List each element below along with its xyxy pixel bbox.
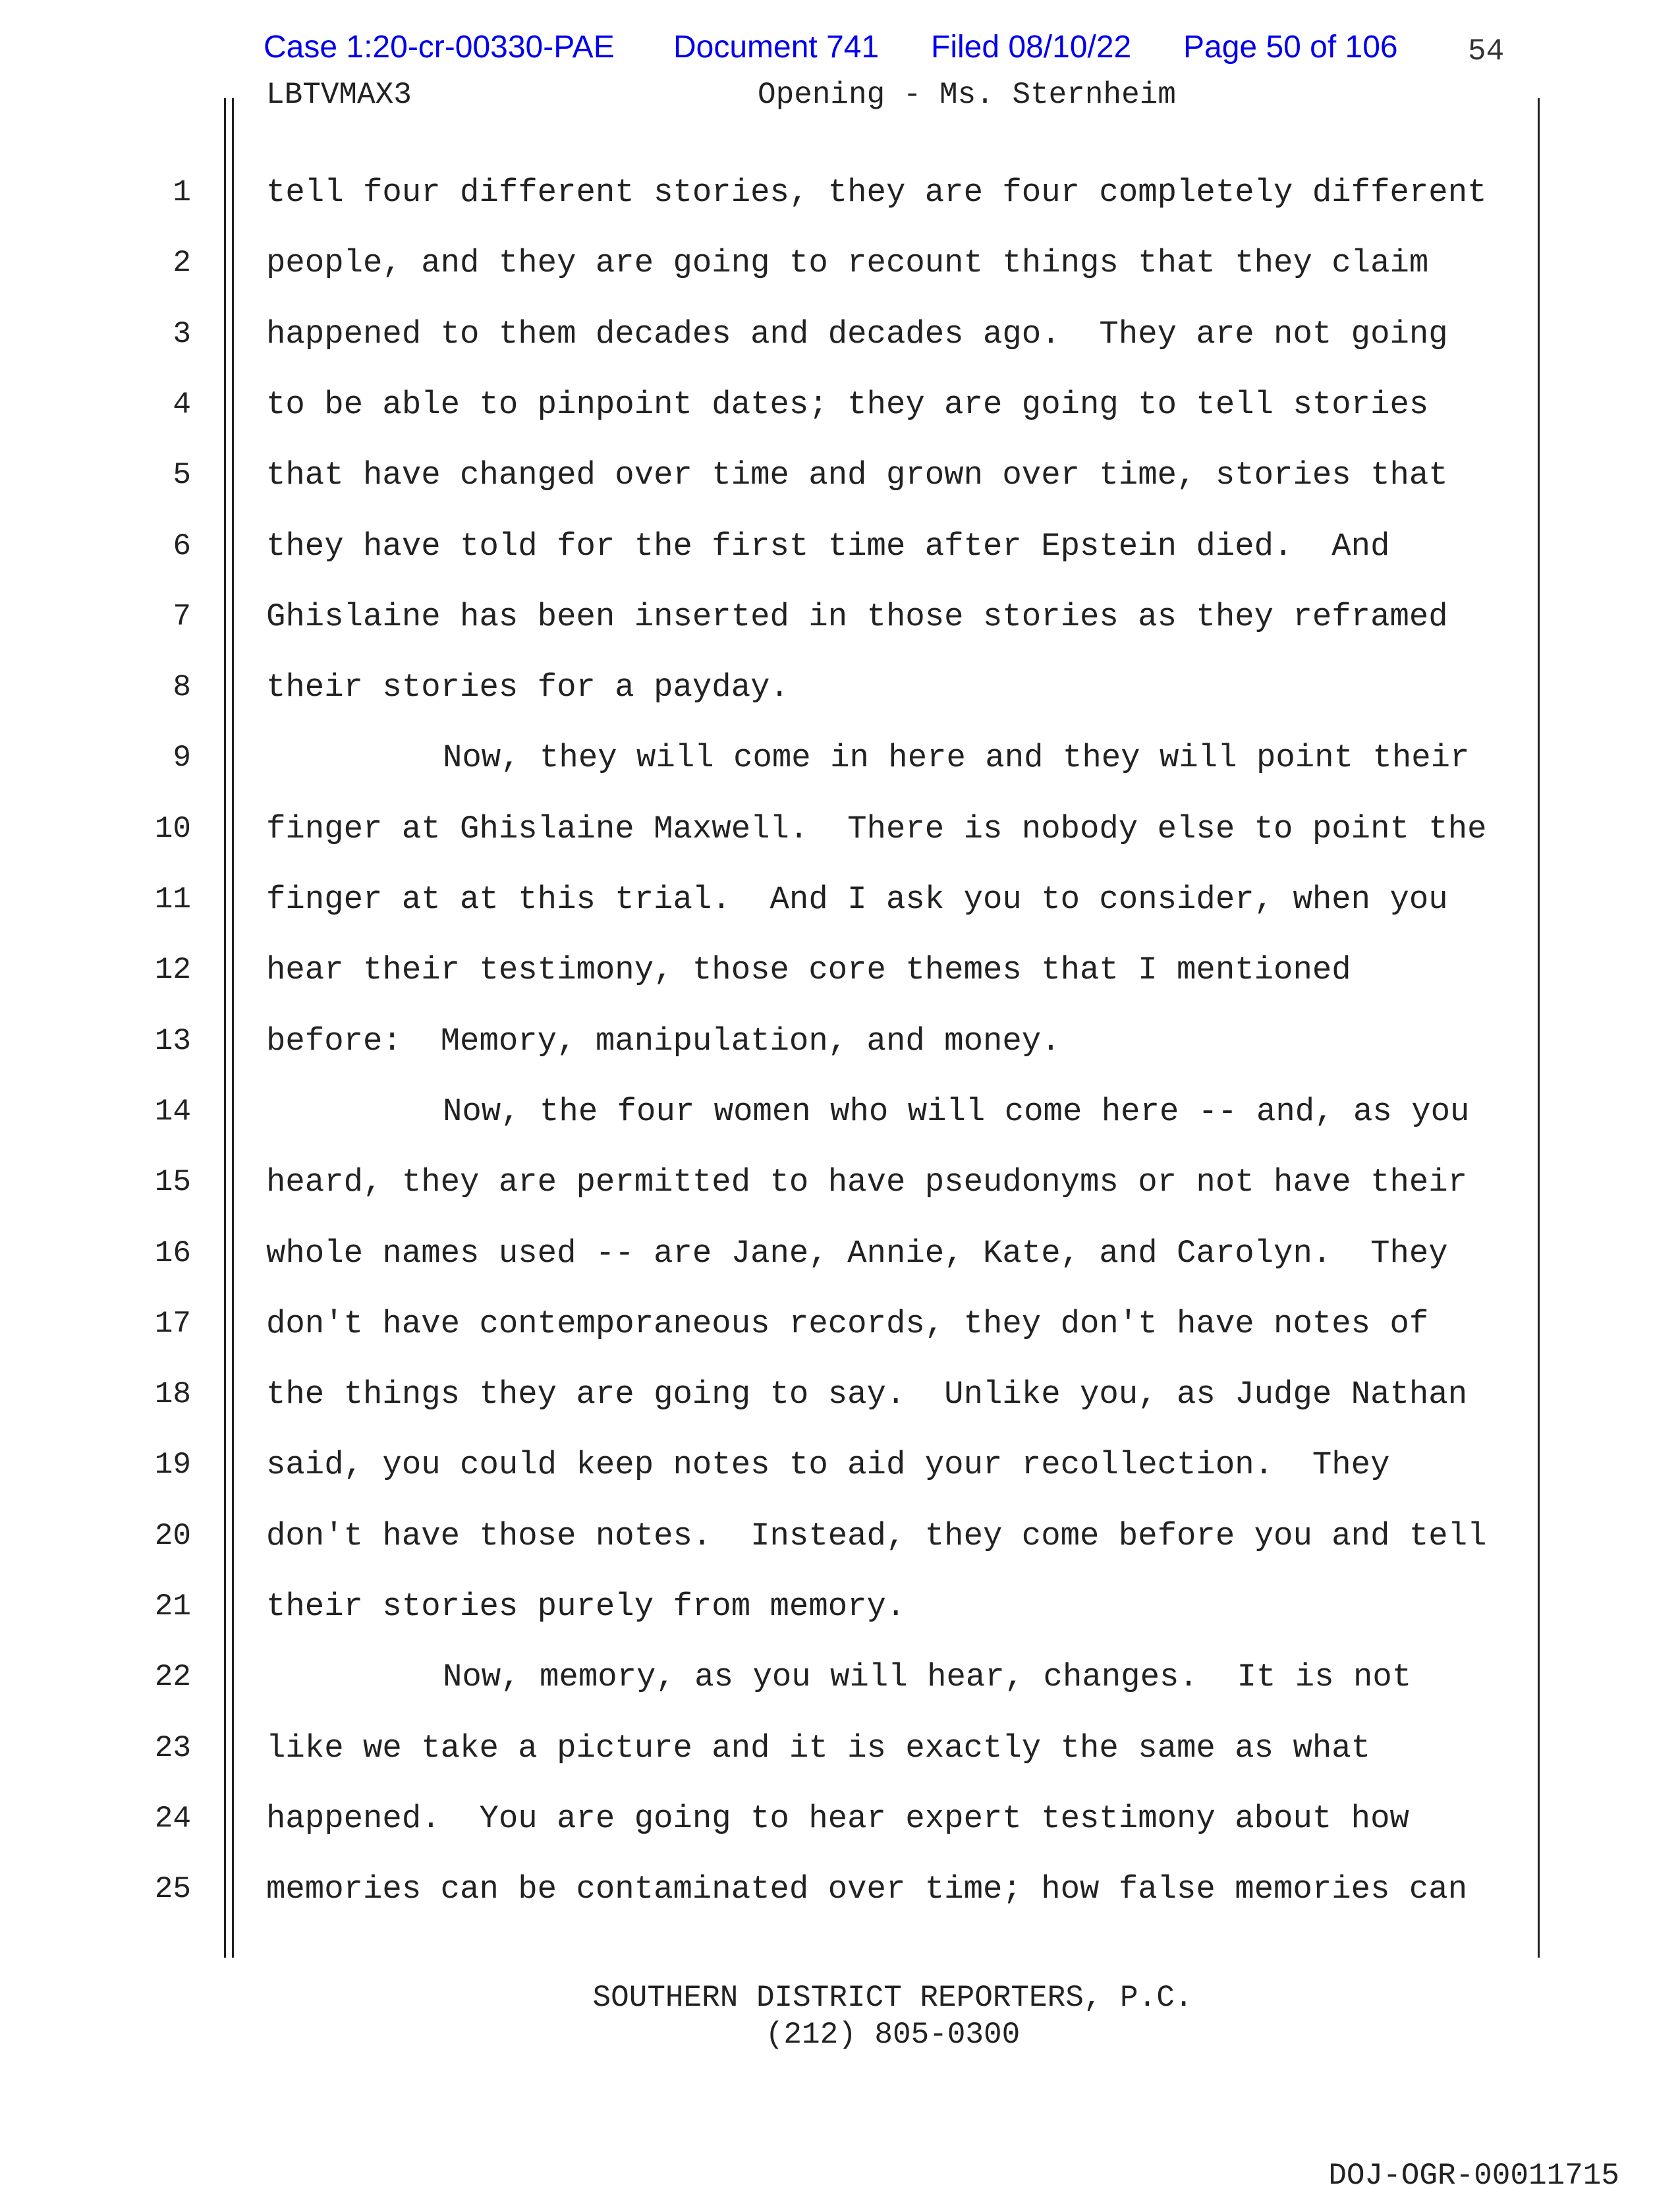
transcript-line: don't have those notes. Instead, they come before you and tell (266, 1517, 1487, 1554)
filed-date: Filed 08/10/22 (931, 30, 1132, 65)
transcript-line: whole names used -- are Jane, Annie, Kate, and Carolyn. They (266, 1234, 1448, 1272)
transcript-line: heard, they are permitted to have pseudonyms or not have their (266, 1164, 1468, 1201)
transcript-line: happened to them decades and decades ago. They are not going (266, 315, 1448, 353)
reporter-phone: (212) 805-0300 (765, 2018, 1021, 2052)
line-number: 20 (154, 1518, 191, 1553)
line-number: 13 (154, 1023, 191, 1058)
line-number: 18 (154, 1377, 191, 1412)
transcript-line: finger at at this trial. And I ask you to consider, when you (266, 881, 1448, 918)
transcript-line: that have changed over time and grown over time, stories that (266, 457, 1448, 494)
line-number: 10 (154, 811, 191, 846)
transcript-line: tell four different stories, they are four completely different (266, 174, 1487, 211)
line-number: 25 (154, 1872, 191, 1907)
transcript-code: LBTVMAX3 (266, 78, 412, 112)
transcript-line: said, you could keep notes to aid your recollection. They (266, 1446, 1390, 1484)
right-margin-rule (1538, 98, 1540, 1958)
line-number: 11 (154, 882, 191, 917)
line-number: 2 (173, 246, 191, 281)
transcript-line: to be able to pinpoint dates; they are going to tell stories (266, 385, 1429, 423)
line-number: 23 (154, 1730, 191, 1765)
line-number: 7 (173, 599, 191, 634)
transcript-page-number: 54 (1468, 34, 1505, 69)
line-number: 22 (154, 1660, 191, 1695)
transcript-line: their stories for a payday. (266, 669, 789, 706)
transcript-line: Now, they will come in here and they will point their (443, 739, 1470, 777)
line-number: 17 (154, 1306, 191, 1341)
transcript-line: Ghislaine has been inserted in those stories as they reframed (266, 598, 1448, 635)
transcript-line: Now, memory, as you will hear, changes. It is not (443, 1659, 1412, 1696)
line-number: 12 (154, 953, 191, 988)
case-number: Case 1:20-cr-00330-PAE (264, 30, 615, 65)
left-margin-rule-inner (232, 98, 234, 1958)
line-number: 9 (173, 741, 191, 776)
line-number: 4 (173, 387, 191, 422)
line-number: 21 (154, 1589, 191, 1624)
line-number: 24 (154, 1801, 191, 1836)
transcript-line: they have told for the first time after Epstein died. And (266, 527, 1390, 565)
left-margin-rule (224, 98, 226, 1958)
transcript-line: people, and they are going to recount things that they claim (266, 244, 1429, 282)
line-number: 1 (173, 175, 191, 210)
transcript-line: don't have contemporaneous records, they don't have notes of (266, 1305, 1429, 1342)
line-number: 15 (154, 1165, 191, 1200)
line-number: 19 (154, 1448, 191, 1483)
bates-number: DOJ-OGR-00011715 (1328, 2159, 1619, 2193)
line-number: 8 (173, 670, 191, 705)
transcript-line: memories can be contaminated over time; how false memories can (266, 1871, 1468, 1908)
page-of: Page 50 of 106 (1183, 30, 1398, 65)
line-number: 5 (173, 458, 191, 493)
line-number: 16 (154, 1235, 191, 1270)
transcript-line: like we take a picture and it is exactly the same as what (266, 1729, 1371, 1767)
section-title: Opening - Ms. Sternheim (758, 78, 1176, 112)
transcript-line: hear their testimony, those core themes that I mentioned (266, 951, 1351, 989)
line-number: 3 (173, 316, 191, 351)
transcript-line: finger at Ghislaine Maxwell. There is nobody else to point the (266, 810, 1487, 847)
transcript-line: the things they are going to say. Unlike you, as Judge Nathan (266, 1376, 1468, 1413)
transcript-line: Now, the four women who will come here -- and, as you (443, 1092, 1470, 1130)
transcript-line: before: Memory, manipulation, and money. (266, 1022, 1061, 1060)
line-number: 6 (173, 528, 191, 563)
transcript-line: happened. You are going to hear expert testimony about how (266, 1800, 1409, 1837)
line-number: 14 (154, 1094, 191, 1129)
reporter-name: SOUTHERN DISTRICT REPORTERS, P.C. (592, 1981, 1193, 2015)
document-number: Document 741 (673, 30, 880, 65)
transcript-line: their stories purely from memory. (266, 1588, 906, 1625)
